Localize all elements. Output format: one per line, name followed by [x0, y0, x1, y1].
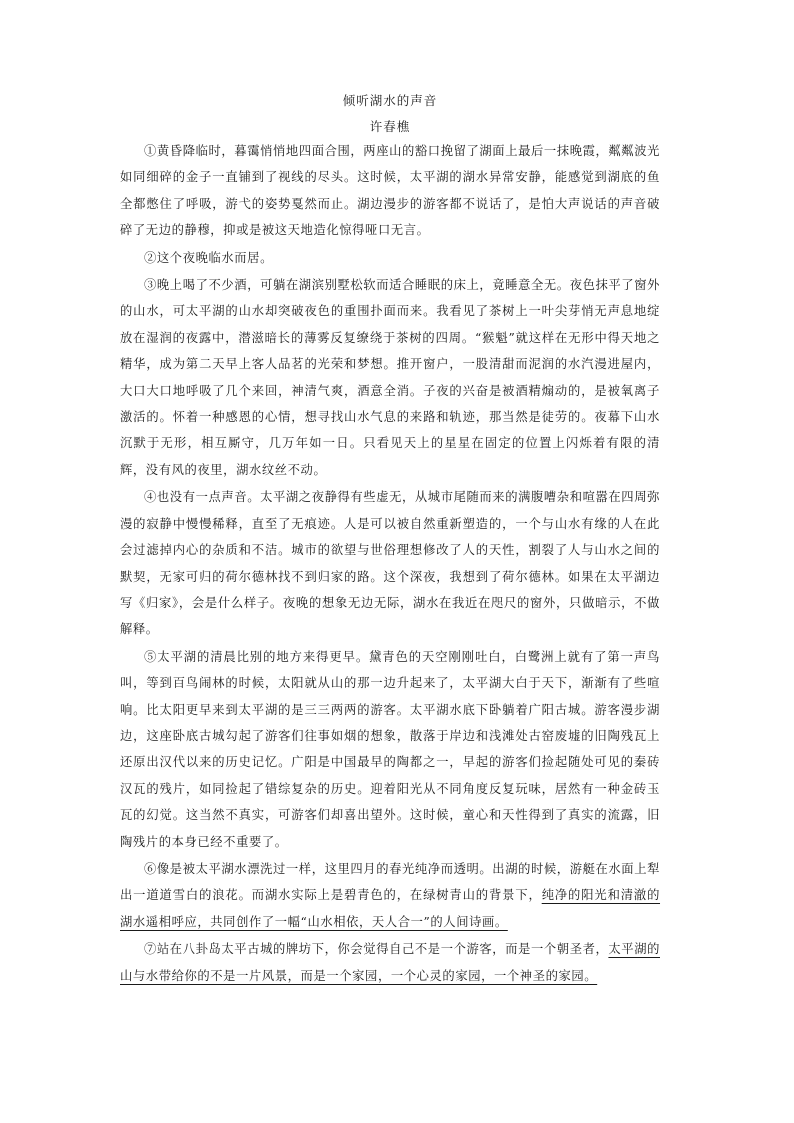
article-author: 许春樵: [369, 119, 411, 134]
paragraph-6-underlined-sentence: 纯净的阳光和清澈的湖水遥相呼应，共同创作了一幅“山水相依，天人合一”的人间诗画。: [120, 888, 661, 929]
paragraph-7: [120, 936, 660, 989]
paragraph-6: [120, 856, 660, 935]
paragraph-5: ⑤太平湖的清晨比别的地方来得更早。黛青色的天空刚刚吐白，白鹭洲上就有了第一声鸟叫，等到百鸟闹林的时候，太阳就从山的那一边升起来了，太平湖大白于天下，渐渐有了些喧响。比太阳更早来到太平湖的是三三两两的游客。太平湖水底下卧躺着广阳古城。游客漫步湖边，这座卧底古城勾起了游客们往事如烟的想象，散落于岸边和浅滩处古窑废墟的旧陶残瓦上还原出汉代以来的历史记忆。广阳是中国最早的陶都之一，早起的游客们捡起随处可见的秦砖汉瓦的残片，如同捡起了错综复杂的历史。迎着阳光从不同角度反复玩味，居然有一种金砖玉瓦的幻觉。这当然不真实，可游客们却喜出望外。这时候，童心和天性得到了真实的流露，旧陶残片的本身已经不重要了。: [120, 649, 660, 849]
article-title: 倾听湖水的声音: [342, 93, 438, 108]
article: [120, 92, 660, 989]
paragraph-1: ①黄昏降临时，暮霭悄悄地四面合围，两座山的豁口挽留了湖面上最后一抹晚霞，粼粼波光如同细碎的金子一直铺到了视线的尽头。这时候，太平湖的湖水异常安静，能感觉到湖底的鱼全都憋住了呼吸，游弋的姿势戛然而止。湖边漫步的游客都不说话了，是怕大声说话的声音破碎了无边的静穆，抑或是被这天地造化惊得哑口无言。: [120, 144, 660, 238]
paragraph-3: ③晚上喝了不少酒，可躺在湖滨别墅松软而适合睡眠的床上，竟睡意全无。夜色抹平了窗外的山水，可太平湖的山水却突破夜色的重围扑面而来。我看见了茶树上一叶尖芽悄无声息地绽放在湿润的夜露中，潜滋暗长的薄雾反复缭绕于茶树的四周。“猴魁”就这样在无形中得天地之精华，成为第二天早上客人品茗的光荣和梦想。推开窗户，一股清甜而泥润的水汽漫进屋内，大口大口地呼吸了几个来回，神清气爽，酒意全消。子夜的兴奋是被酒精煽动的，是被氧离子激活的。怀着一种感恩的心情，想寻找山水气息的来路和轨迹，那当然是徒劳的。夜幕下山水沉默于无形，相互厮守，几万年如一日。只看见天上的星星在固定的位置上闪烁着有限的清辉，没有风的夜里，湖水纹丝不动。: [120, 278, 660, 477]
paragraph-2: ②这个夜晚临水而居。: [144, 250, 273, 265]
paragraph-6-text: ⑥像是被太平湖水漂洗过一样，这里四月的春光纯净而透明。出湖的时候，游艇在水面上犁出一道道雪白的浪花。而湖水实际上是碧青色的，在绿树青山的背景下，: [120, 861, 660, 903]
paragraph-4: ④也没有一点声音。太平湖之夜静得有些虚无，从城市尾随而来的满腹嘈杂和喧嚣在四周弥漫的寂静中慢慢稀释，直至了无痕迹。人是可以被自然重新塑造的，一个与山水有缘的人在此会过滤掉内心的杂质和不洁。城市的欲望与世俗理想修改了人的天性，割裂了人与山水之间的默契，无家可归的荷尔德林找不到归家的路。这个深夜，我想到了荷尔德林。如果在太平湖边写《归家》，会是什么样子。夜晚的想象无边无际，湖水在我近在咫尺的窗外，只做暗示，不做解释。: [120, 490, 660, 637]
paragraph-7-text: ⑦站在八卦岛太平古城的牌坊下，你会觉得自己不是一个游客，而是一个朝圣者，: [144, 942, 609, 957]
paragraph-7-underlined-sentence: 太平湖的山与水带给你的不是一片风景，而是一个家园，一个心灵的家园，一个神圣的家园。: [120, 942, 660, 983]
